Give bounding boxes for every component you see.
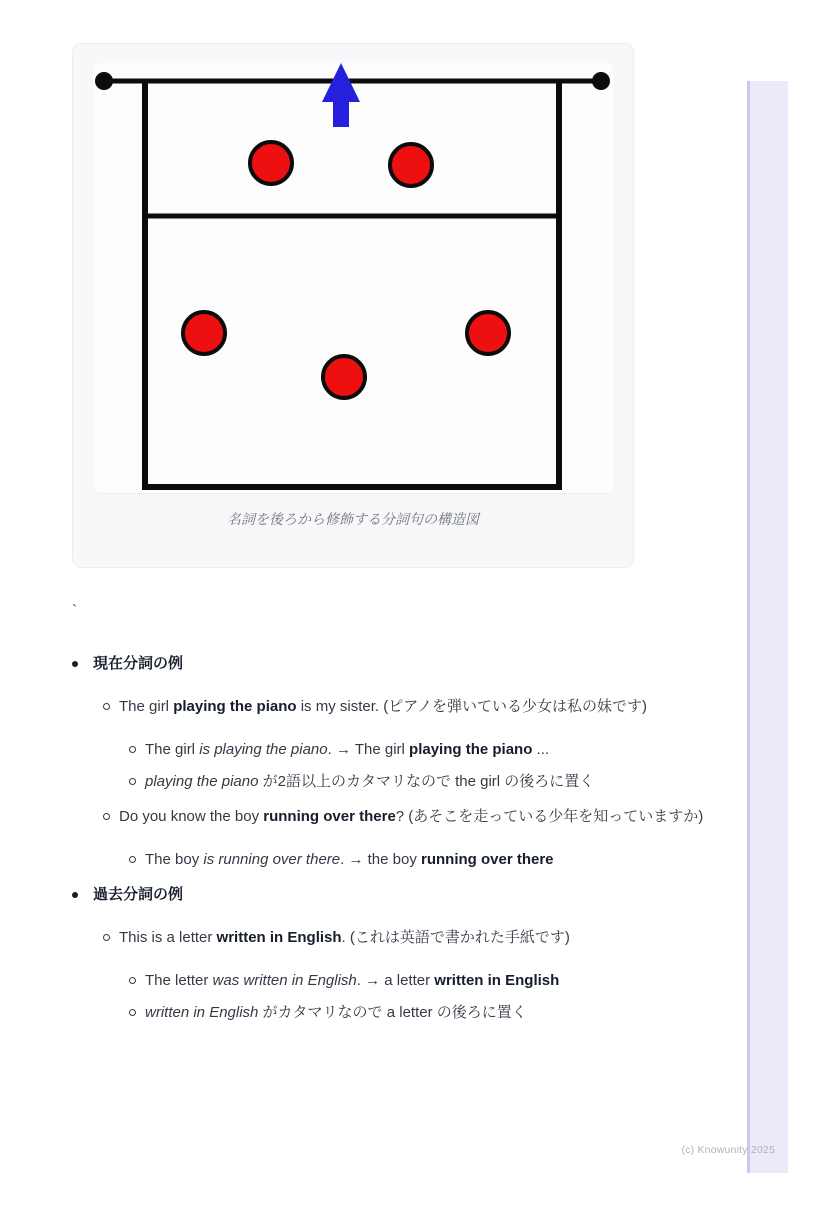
text-segment: playing the piano — [409, 741, 533, 758]
text-segment: running over there — [263, 808, 396, 825]
list-item — [95, 805, 717, 872]
text-segment: This is a letter — [119, 929, 217, 946]
player-dot — [183, 312, 225, 354]
text-segment: written in English — [216, 929, 342, 946]
list-item — [95, 695, 717, 794]
court-outline — [145, 81, 559, 487]
text-segment: The boy — [145, 851, 204, 868]
copyright-text: (c) Knowunity 2025 — [681, 1144, 775, 1156]
player-dot — [390, 144, 432, 186]
net-post-dot-right — [592, 72, 610, 90]
player-dot — [323, 356, 365, 398]
text-segment: is my sister. (ピアノを弾いている少女は私の妹です) — [296, 698, 647, 715]
list-item — [69, 883, 717, 1025]
up-arrow-icon — [322, 63, 360, 127]
notes-page — [0, 43, 828, 1025]
text-segment: 現在分詞の例 — [93, 655, 184, 672]
text-segment: The girl — [145, 741, 200, 758]
text-segment: was written in English — [212, 972, 357, 989]
text-segment: running over there — [421, 851, 554, 868]
text-segment: 過去分詞の例 — [93, 886, 184, 903]
text-segment: playing the piano — [145, 773, 259, 790]
player-dot — [467, 312, 509, 354]
court-diagram-image — [93, 63, 614, 493]
text-segment: . → the boy — [340, 851, 421, 868]
text-segment: . (これは英語で書かれた手紙です) — [341, 929, 570, 946]
text-segment: is running over there — [203, 851, 341, 868]
text-segment: がカタマリなので a letter の後ろに置く — [258, 1004, 527, 1021]
list-item — [69, 652, 717, 872]
text-segment: ? (あそこを走っている少年を知っていますか) — [395, 808, 704, 825]
text-segment: written in English — [145, 1004, 259, 1021]
text-segment: The letter — [145, 972, 213, 989]
text-segment: ... — [532, 741, 550, 758]
volleyball-court-diagram — [93, 63, 614, 493]
player-dot — [250, 142, 292, 184]
text-segment: . → a letter — [356, 972, 435, 989]
figure-caption: 名詞を後ろから修飾する分詞句の構造図 — [227, 511, 479, 527]
list-item — [121, 1001, 717, 1025]
net-post-dot-left — [95, 72, 113, 90]
text-segment: . → The girl — [327, 741, 410, 758]
text-segment: is playing the piano — [199, 741, 328, 758]
notes-list — [69, 652, 717, 1025]
list-item — [121, 770, 717, 794]
text-segment: playing the piano — [173, 698, 297, 715]
stray-character: ` — [72, 602, 77, 619]
figure-card — [72, 43, 634, 568]
next-page-edge[interactable] — [747, 81, 788, 1173]
text-segment: が2語以上のカタマリなので the girl の後ろに置く — [258, 773, 595, 790]
list-item — [121, 738, 717, 762]
list-item — [95, 926, 717, 1025]
text-segment: Do you know the boy — [119, 808, 264, 825]
list-item — [121, 848, 717, 872]
list-item — [121, 969, 717, 993]
text-segment: The girl — [119, 698, 174, 715]
text-segment: written in English — [434, 972, 560, 989]
